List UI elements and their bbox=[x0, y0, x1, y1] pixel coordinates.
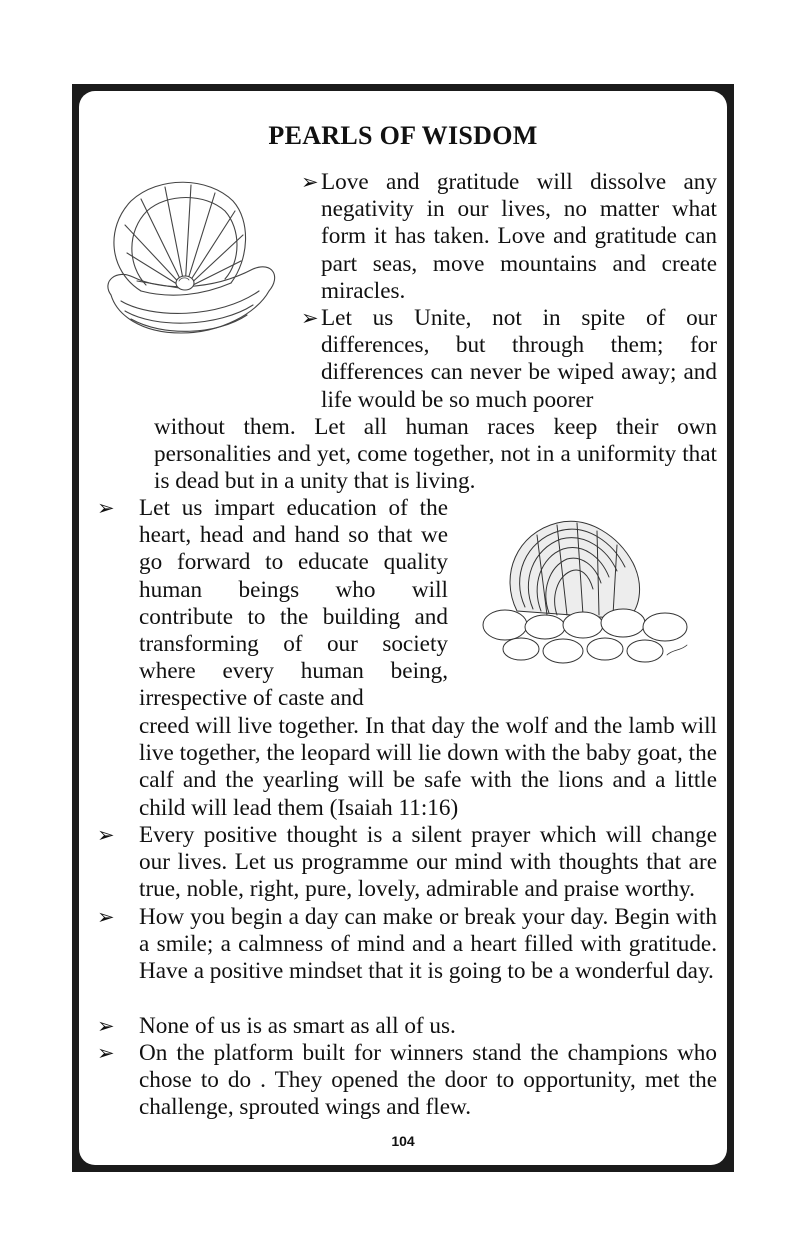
paragraph-unite-a: Let us Unite, not in spite of our differences, but through them; for differences can never be wiped away; and life would be so much poorer bbox=[321, 305, 717, 413]
paragraph-winners: On the platform built for winners stand the champions who chose to do . They opened the door to opportunity, met the challenge, sprouted wings and flew. bbox=[139, 1040, 717, 1121]
bullet-arrow-icon: ➢ bbox=[97, 1041, 115, 1065]
page-border bbox=[72, 84, 734, 1172]
bullet-arrow-icon: ➢ bbox=[301, 306, 319, 330]
page-title: PEARLS OF WISDOM bbox=[268, 121, 538, 150]
oyster-pearl-illustration bbox=[101, 173, 281, 348]
paragraph-love-gratitude: Love and gratitude will dissolve any negativity in our lives, no matter what form it has taken. Love and gratitude can part seas, move mountains and create miracles. bbox=[321, 169, 717, 304]
paragraph-none-of-us: None of us is as smart as all of us. bbox=[139, 1013, 456, 1039]
content-card bbox=[79, 91, 727, 1165]
paragraph-begin-day: How you begin a day can make or break your day. Begin with a smile; a calmness of mind and a heart filled with gratitude. Have a positive mindset that it is going to be a wonderful day. bbox=[139, 904, 717, 985]
bullet-arrow-icon: ➢ bbox=[97, 823, 115, 847]
paragraph-education-a: Let us impart education of the heart, head and hand so that we go forward to educate quality human beings who will contribute to the building and transforming of our society where every human being, irrespective of caste and bbox=[139, 495, 448, 712]
bullet-arrow-icon: ➢ bbox=[97, 1014, 115, 1038]
bullet-arrow-icon: ➢ bbox=[97, 905, 115, 929]
paragraph-positive-thought: Every positive thought is a silent prayer which will change our lives. Let us programme our mind with thoughts that are true, noble, right, pure, lovely, admirable and praise worthy. bbox=[139, 822, 717, 903]
bullet-arrow-icon: ➢ bbox=[97, 496, 115, 520]
bullet-arrow-icon: ➢ bbox=[301, 170, 319, 194]
page-number: 104 bbox=[391, 1133, 415, 1149]
shell-pebbles-illustration bbox=[477, 515, 699, 673]
paragraph-unite-b: without them. Let all human races keep their own personalities and yet, come together, not in a uniformity that is dead but in a unity that is living. bbox=[154, 414, 717, 495]
paragraph-education-b: creed will live together. In that day the wolf and the lamb will live together, the leopard will lie down with the baby goat, the calf and the yearling will be safe with the lions and a little child will lead them (Isaiah 11:16) bbox=[139, 713, 717, 821]
